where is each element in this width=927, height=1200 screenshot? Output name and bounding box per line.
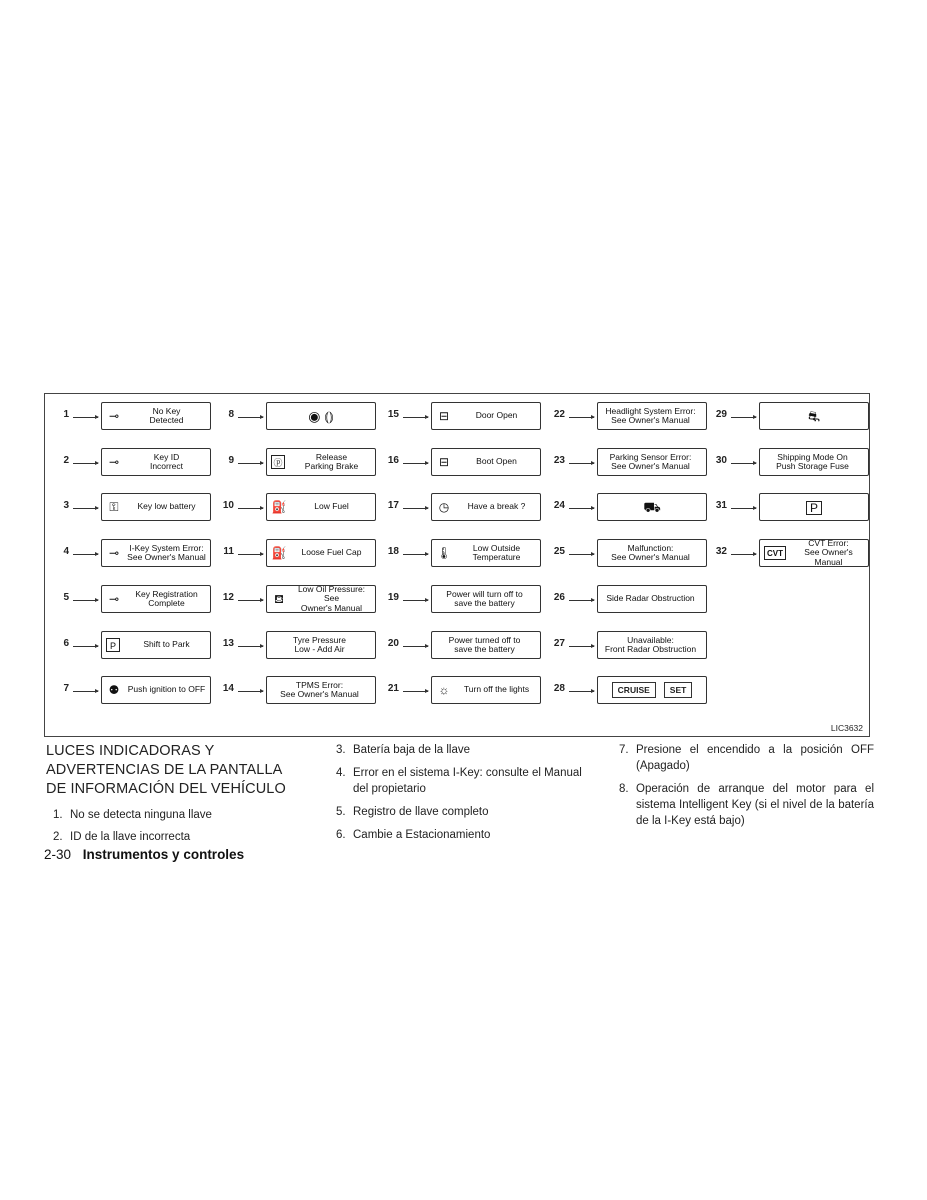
indicator-label: Door Open	[475, 410, 518, 421]
leader-arrow	[73, 463, 98, 464]
indicator-number: 4	[63, 546, 69, 557]
indicator-display	[266, 493, 376, 521]
indicator-item	[551, 402, 711, 432]
indicator-display	[597, 676, 707, 704]
indicator-label: Turn off the lights	[463, 684, 530, 695]
leader-arrow	[73, 646, 98, 647]
leader-arrow	[73, 600, 98, 601]
indicator-label: No Key Detected	[149, 405, 184, 425]
indicator-item	[220, 631, 380, 661]
leader-arrow	[403, 554, 428, 555]
indicator-item	[551, 676, 711, 706]
indicator-display	[431, 631, 541, 659]
leader-arrow	[403, 463, 428, 464]
leader-arrow	[73, 691, 98, 692]
indicator-number: 25	[553, 546, 565, 557]
indicator-number: 5	[63, 592, 69, 603]
indicator-number: 9	[228, 455, 234, 466]
indicator-display	[266, 676, 376, 704]
key-icon: ⊸	[108, 546, 120, 560]
indicator-item	[55, 493, 215, 523]
indicator-label: TPMS Error: See Owner's Manual	[280, 679, 359, 699]
leader-arrow	[238, 600, 263, 601]
indicator-number: 7	[63, 683, 69, 694]
cvt-icon: CVT	[764, 546, 786, 560]
indicator-number: 24	[553, 500, 565, 511]
indicator-number: 3	[63, 500, 69, 511]
indicator-display	[597, 448, 707, 476]
indicator-label: Release Parking Brake	[304, 451, 359, 471]
oil-can-icon: ⛾	[274, 592, 284, 606]
leader-arrow	[731, 508, 756, 509]
indicator-item	[551, 448, 711, 478]
indicator-display	[431, 539, 541, 567]
indicator-figure	[44, 393, 870, 737]
list-item	[336, 765, 598, 797]
indicator-display	[431, 585, 541, 613]
list-number: 2.	[53, 831, 63, 843]
indicator-display	[101, 676, 211, 704]
list-number: 5.	[336, 806, 346, 818]
leader-arrow	[403, 646, 428, 647]
indicator-display	[759, 539, 869, 567]
section-title: Instrumentos y controles	[82, 847, 245, 862]
indicator-display	[597, 402, 707, 430]
leader-arrow	[238, 417, 263, 418]
indicator-number: 17	[387, 500, 399, 511]
leader-arrow	[238, 463, 263, 464]
indicator-label: Power will turn off to save the battery	[446, 588, 523, 608]
indicator-display	[431, 676, 541, 704]
indicator-display	[597, 493, 707, 521]
indicator-label: Have a break ?	[467, 501, 526, 512]
indicator-number: 23	[553, 455, 565, 466]
leader-arrow	[73, 417, 98, 418]
list-text: Cambie a Estacionamiento	[353, 829, 491, 841]
leader-arrow	[238, 554, 263, 555]
indicator-display	[266, 585, 376, 613]
indicator-display	[101, 493, 211, 521]
fuel-pump-icon: ⛽	[271, 500, 287, 514]
boot-open-icon: ⊟	[438, 455, 450, 469]
indicator-label: I-Key System Error: See Owner's Manual	[127, 542, 206, 562]
indicator-number: 20	[387, 638, 399, 649]
indicator-item	[220, 676, 380, 706]
indicator-item	[551, 585, 711, 615]
leader-arrow	[569, 691, 594, 692]
leader-arrow	[403, 691, 428, 692]
park-icon	[760, 500, 868, 515]
park-letter: P	[806, 501, 822, 515]
indicator-display	[597, 585, 707, 613]
indicator-item	[55, 676, 215, 706]
indicator-label: Boot Open	[476, 456, 517, 467]
indicator-number: 26	[553, 592, 565, 603]
list-text: Presione el encendido a la posición OFF (Apagado)	[636, 744, 874, 772]
indicator-display	[597, 631, 707, 659]
headlight-icon: ☼	[438, 683, 450, 697]
indicator-label: Low Outside Temperature	[472, 542, 521, 562]
list-number: 3.	[336, 744, 346, 756]
vehicle-skid-icon: ⛐	[807, 408, 821, 424]
indicator-item	[385, 631, 545, 661]
indicator-label: Malfunction: See Owner's Manual	[611, 542, 690, 562]
text-column-1	[46, 742, 308, 845]
indicator-number: 30	[715, 455, 727, 466]
indicator-label: CVT Error: See Owner's Manual	[804, 537, 853, 567]
indicator-number: 29	[715, 409, 727, 420]
leader-arrow	[569, 508, 594, 509]
indicator-pill: CRUISE	[612, 682, 656, 698]
indicator-pill: SET	[664, 682, 693, 698]
indicator-display	[266, 448, 376, 476]
key-fob-signal-icon: ◉ ⦅⦆	[308, 408, 334, 424]
indicator-label: Key low battery	[137, 501, 196, 512]
indicator-label: Key ID Incorrect	[149, 451, 184, 471]
indicator-number: 13	[222, 638, 234, 649]
list-text: Operación de arranque del motor para el sistema Intelligent Key (si el nivel de la batería de la I-Key está bajo)	[636, 783, 874, 827]
figure-code: LIC3632	[830, 723, 863, 733]
indicator-label: Unavailable: Front Radar Obstruction	[604, 634, 697, 654]
leader-arrow	[238, 691, 263, 692]
indicator-item	[385, 402, 545, 432]
list-number: 6.	[336, 829, 346, 841]
indicator-display	[759, 448, 869, 476]
list-text: No se detecta ninguna llave	[70, 809, 212, 821]
leader-arrow	[73, 554, 98, 555]
indicator-display	[759, 493, 869, 521]
indicator-item	[55, 402, 215, 432]
indicator-item	[551, 539, 711, 569]
indicator-item	[713, 402, 873, 432]
list-number: 7.	[619, 744, 629, 756]
indicator-display	[101, 539, 211, 567]
vehicle-sensor-icon: ⛟	[643, 499, 661, 515]
indicator-item	[220, 585, 380, 615]
indicator-number: 22	[553, 409, 565, 420]
indicator-label: Push ignition to OFF	[127, 684, 206, 695]
indicator-number: 18	[387, 546, 399, 557]
leader-arrow	[238, 646, 263, 647]
indicator-display	[101, 448, 211, 476]
indicator-display	[266, 402, 376, 430]
indicator-display	[101, 402, 211, 430]
list-text: Batería baja de la llave	[353, 744, 470, 756]
indicator-label: Parking Sensor Error: See Owner's Manual	[609, 451, 692, 471]
indicator-item	[220, 448, 380, 478]
indicator-number: 11	[223, 546, 234, 557]
list-number: 4.	[336, 767, 346, 779]
indicator-number: 19	[387, 592, 399, 603]
leader-arrow	[569, 463, 594, 464]
leader-arrow	[403, 600, 428, 601]
leader-arrow	[731, 417, 756, 418]
indicator-item	[220, 493, 380, 523]
indicator-number: 8	[228, 409, 234, 420]
indicator-label: Headlight System Error: See Owner's Manual	[605, 405, 696, 425]
section-heading: LUCES INDICADORAS Y ADVERTENCIAS DE LA PANTALLA DE INFORMACIÓN DEL VEHÍCULO	[46, 743, 286, 797]
indicator-label: Power turned off to save the battery	[448, 634, 521, 654]
list-number: 8.	[619, 783, 629, 795]
leader-arrow	[403, 417, 428, 418]
indicator-item	[385, 539, 545, 569]
list-item	[336, 827, 598, 843]
indicator-item	[55, 539, 215, 569]
key-icon: ⊸	[108, 409, 120, 423]
indicator-display	[597, 539, 707, 567]
indicator-item	[385, 493, 545, 523]
list-item	[619, 781, 874, 829]
indicator-label: Side Radar Obstruction	[606, 593, 695, 604]
indicator-item	[385, 676, 545, 706]
leader-arrow	[569, 417, 594, 418]
indicator-item	[220, 402, 380, 432]
list-text: Registro de llave completo	[353, 806, 489, 818]
list-item	[336, 804, 598, 820]
list-item	[53, 807, 308, 823]
indicator-item	[551, 493, 711, 523]
indicator-display	[266, 539, 376, 567]
key-icon: ⊸	[108, 592, 120, 606]
indicator-item	[713, 493, 873, 523]
indicator-display	[431, 402, 541, 430]
indicator-display	[101, 631, 211, 659]
leader-arrow	[569, 554, 594, 555]
indicator-number: 2	[63, 455, 69, 466]
list-number: 1.	[53, 809, 63, 821]
indicator-number: 32	[715, 546, 727, 557]
key-battery-icon: ⚿	[109, 500, 119, 514]
indicator-number: 6	[63, 638, 69, 649]
clock-coffee-icon: ◷	[438, 500, 450, 514]
list-item	[53, 829, 308, 845]
indicator-display	[101, 585, 211, 613]
indicator-number: 14	[222, 683, 234, 694]
fuel-cap-icon: ⛽	[271, 546, 287, 560]
park-shift-icon: P	[106, 638, 120, 652]
key-icon: ⊸	[108, 455, 120, 469]
page-footer	[44, 847, 244, 862]
indicator-number: 27	[553, 638, 565, 649]
indicator-label: Shipping Mode On Push Storage Fuse	[776, 451, 849, 471]
door-open-icon: ⊟	[438, 409, 450, 423]
list-text: ID de la llave incorrecta	[70, 831, 191, 843]
indicator-display	[431, 493, 541, 521]
indicator-display	[431, 448, 541, 476]
indicator-label: Shift to Park	[143, 639, 190, 650]
indicator-item	[55, 585, 215, 615]
indicator-item	[713, 539, 873, 569]
indicator-item	[551, 631, 711, 661]
indicator-label: Tyre Pressure Low - Add Air	[293, 634, 346, 654]
indicator-number: 15	[387, 409, 399, 420]
indicator-item	[220, 539, 380, 569]
page-number: 2-30	[44, 847, 72, 862]
leader-arrow	[73, 508, 98, 509]
indicator-item	[55, 631, 215, 661]
indicator-number: 1	[63, 409, 69, 420]
indicator-display	[266, 631, 376, 659]
indicator-number: 31	[715, 500, 727, 511]
indicator-number: 12	[222, 592, 234, 603]
indicator-label: Low Oil Pressure: See Owner's Manual	[297, 583, 366, 613]
indicator-number: 21	[387, 683, 399, 694]
indicator-item	[385, 585, 545, 615]
parking-brake-icon: ⓟ	[271, 455, 285, 469]
indicator-item	[385, 448, 545, 478]
leader-arrow	[238, 508, 263, 509]
indicator-number: 16	[387, 455, 399, 466]
list-item	[619, 742, 874, 774]
list-item	[336, 742, 598, 758]
indicator-number: 28	[553, 683, 565, 694]
leader-arrow	[569, 646, 594, 647]
indicator-label: Loose Fuel Cap	[301, 547, 362, 558]
leader-arrow	[569, 600, 594, 601]
text-column-3	[619, 742, 874, 829]
leader-arrow	[731, 463, 756, 464]
list-text: Error en el sistema I-Key: consulte el Manual del propietario	[353, 767, 582, 795]
indicator-label: Key Registration Complete	[135, 588, 198, 608]
thermometer-icon: 🌡	[436, 546, 452, 560]
indicator-item	[713, 448, 873, 478]
leader-arrow	[403, 508, 428, 509]
indicator-display	[759, 402, 869, 430]
ignition-icon: ⚉	[108, 683, 120, 697]
indicator-item	[55, 448, 215, 478]
indicator-label: Low Fuel	[314, 501, 349, 512]
leader-arrow	[731, 554, 756, 555]
indicator-number: 10	[222, 500, 234, 511]
text-column-2	[336, 742, 598, 843]
